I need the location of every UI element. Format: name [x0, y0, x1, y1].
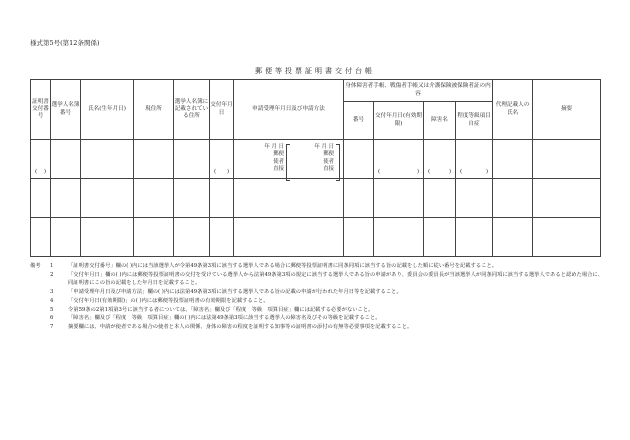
table-row	[31, 218, 601, 257]
col-agent-name: 代理記載人の氏名	[493, 80, 533, 140]
col-disability-name: 障害名	[424, 102, 456, 140]
col-card-issue-date: 交付年月日(有効期限)	[374, 102, 424, 140]
col-disability-group: 身体障害者手帳、戦傷者手帳又は介護保険被保険者証の内容	[344, 80, 493, 102]
registered-address-cell[interactable]	[174, 140, 210, 179]
remarks-cell[interactable]	[533, 140, 601, 179]
col-remarks: 摘要	[533, 80, 601, 140]
bracket-close	[336, 144, 340, 181]
issue-date-cell[interactable]: ( )	[210, 140, 234, 179]
apply-options-left: 年 月 日 郵便 使者 直接	[264, 144, 284, 172]
table-row	[31, 179, 601, 218]
col-apply: 申請受理年月日及び申請方法	[234, 80, 344, 140]
ledger-table	[30, 79, 601, 257]
apply-cell[interactable]	[234, 140, 344, 179]
note-item: 備考 1 「証明書交付番号」欄の( )内には当該選挙人が令第49条第3項に該当する選挙人である場合に郵便等投票証明書に同条同項に該当する旨の記載をした順に従い番号を記載すること。	[30, 263, 498, 269]
note-item: 7 摘要欄には、申請が使者である場合の使者と本人の関係、身体の障害の程度を証明する知事等の証明書の添付の有無等必要事項を記載すること。	[50, 324, 413, 331]
col-number: 番号	[344, 102, 374, 140]
table-row	[31, 140, 601, 179]
note-item: 5 令第59条の2第1項第3号に該当する者については、「障害名」欄及び「程度 等級 項算目症」欄には記載する必要がないこと。	[50, 306, 374, 313]
bracket-open	[286, 144, 290, 181]
col-issue-date: 交付年月日	[210, 80, 234, 140]
note-item: 2 「交付年月日」欄の( )内には郵便等投票証明書の交付を受けている選挙人から法第49条第3項の規定に該当する選挙人である旨の申請があり、委員会の委員長が当該選挙人が同条同項に該当する選挙人であると認めた場合に、同証明書にこの旨の記載をした年月日を記載すること。	[50, 271, 604, 287]
disability-name-cell[interactable]: ( )	[424, 140, 456, 179]
col-voter-no: 選挙人名簿番号	[51, 80, 81, 140]
cert-no-cell[interactable]: ( )	[31, 140, 51, 179]
apply-options-right: 年 月 日 郵便 使者 直接	[314, 144, 334, 172]
notes-lead: 備考	[30, 263, 41, 269]
col-name: 氏名(生年月日)	[81, 80, 134, 140]
name-cell[interactable]	[81, 140, 134, 179]
voter-no-cell[interactable]	[51, 140, 81, 179]
col-cert-no: 証明書交付番号	[31, 80, 51, 140]
col-address: 現住所	[134, 80, 174, 140]
note-item: 6 「障害名」欄及び「程度 等級 項算目症」欄の( )内には法第49条第3項に該当する選挙人の障害名及びその等級を記載すること。	[50, 315, 381, 322]
form-id: 様式第5号(第12条関係)	[30, 39, 100, 47]
col-registered-address: 選挙人名簿に記載されている住所	[174, 80, 210, 140]
number-cell[interactable]	[344, 140, 374, 179]
card-issue-date-cell[interactable]: ( )	[374, 140, 424, 179]
address-cell[interactable]	[134, 140, 174, 179]
col-degree: 程度等級項目自症	[456, 102, 493, 140]
degree-cell[interactable]: ( )	[456, 140, 493, 179]
agent-name-cell[interactable]	[493, 140, 533, 179]
note-item: 4 「交付年月日(有効期限)」の( )内には郵便等投票証明書の有効期限を記載すること。	[50, 297, 269, 304]
notes-section	[30, 262, 605, 332]
note-item: 3 「申請受理年月日及び申請方法」欄の( )内には法第49条第3項に該当する選挙人である旨の記載の申請が行われた年月日等を記載すること。	[50, 289, 402, 296]
document-title: 郵便等投票証明書交付台帳	[255, 67, 375, 75]
